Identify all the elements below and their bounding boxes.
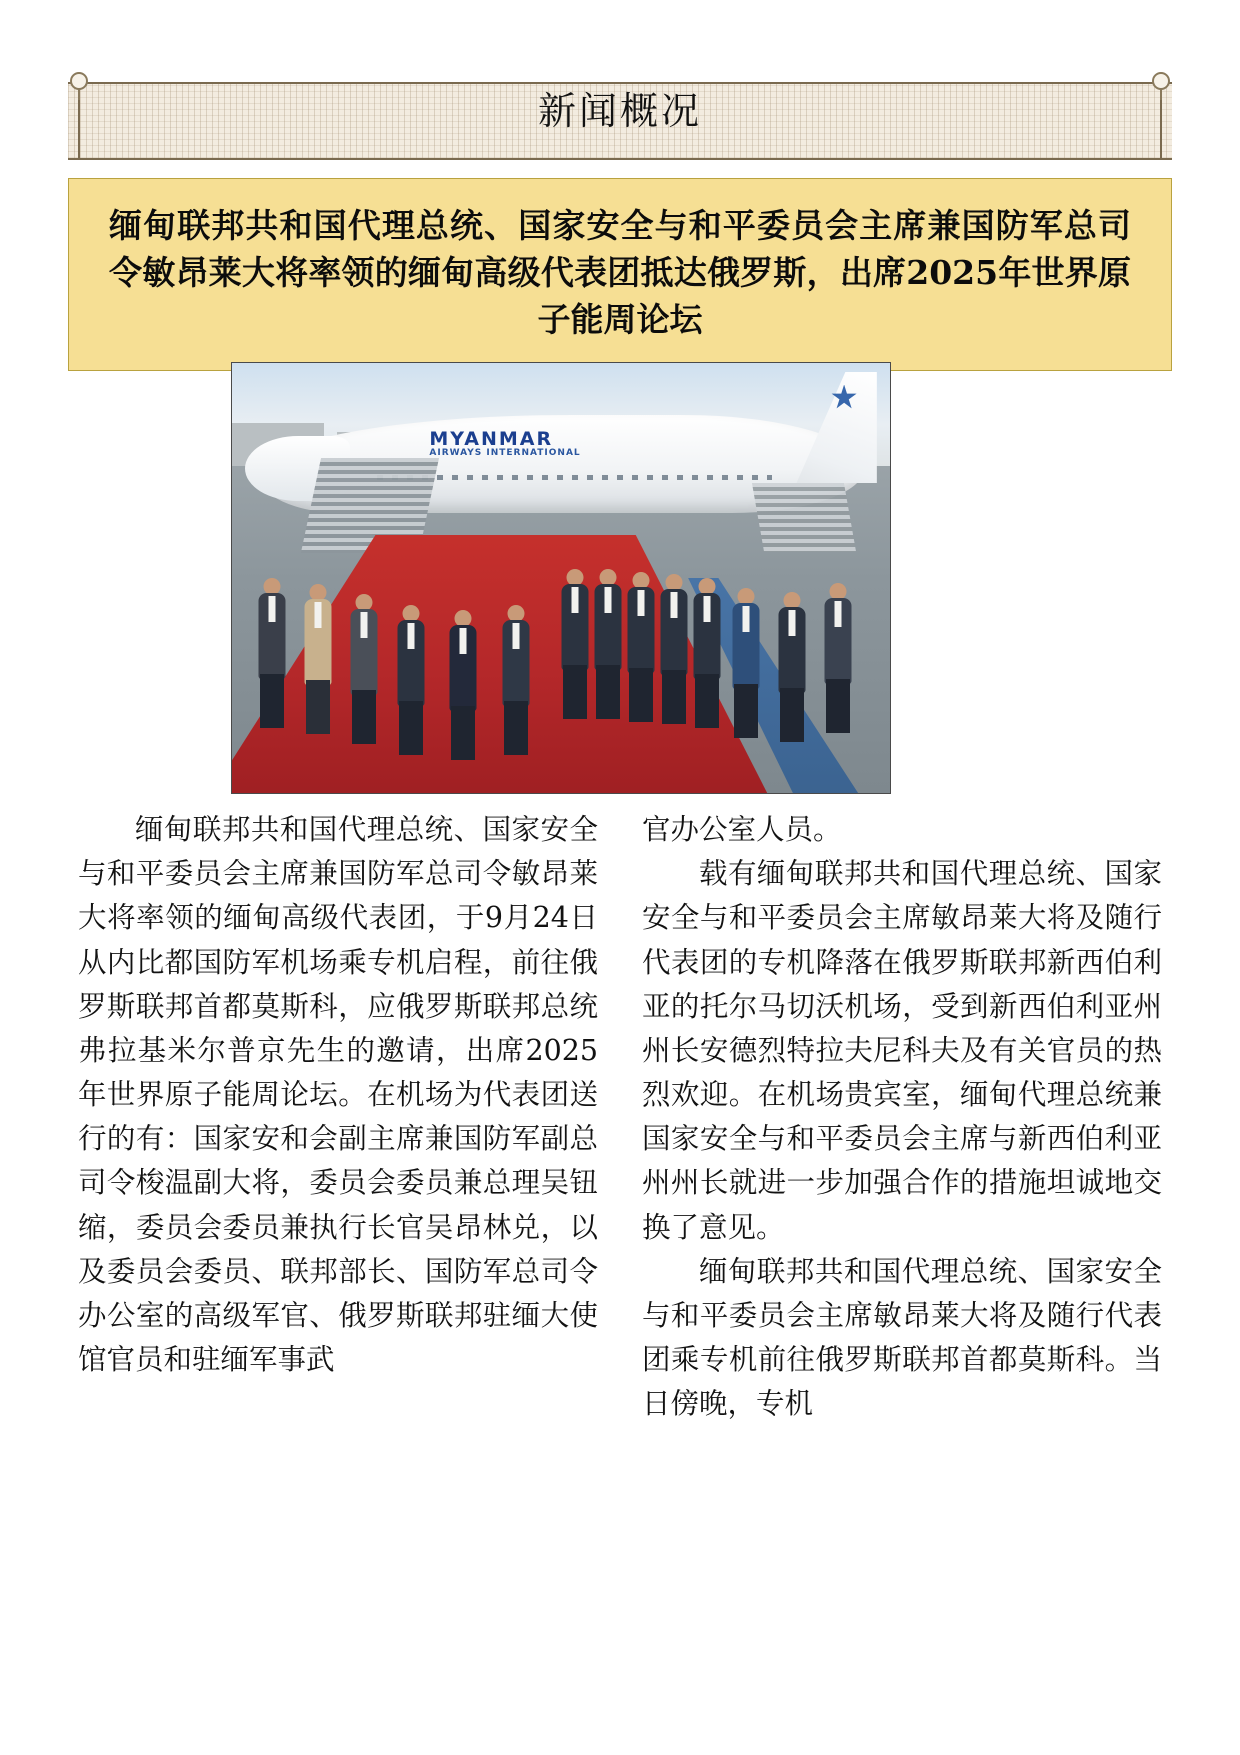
photo-person-greeter [824, 583, 852, 707]
photo-person [397, 605, 425, 733]
banner [68, 72, 1172, 166]
photo-aircraft-windows [377, 475, 772, 480]
paragraph: 官办公室人员。 [642, 813, 842, 846]
article-column-right [642, 808, 1162, 1426]
paragraph: 缅甸联邦共和国代理总统、国家安全与和平委员会主席兼国防军总司令敏昂莱大将率领的缅甸高级代表团，于9月24日从内比都国防军机场乘专机启程，前往俄罗斯联邦首都莫斯科，应俄罗斯联邦总统弗拉基米尔普京先生的邀请，出席2025年世界原子能周论坛。在机场为代表团送行的有：国家安和会副主席兼国防军副总司令梭温副大将，委员会委员兼总理吴钮缩，委员会委员兼执行长官吴昂林兑，以及委员会委员、联邦部长、国防军总司令办公室的高级军官、俄罗斯联邦驻缅大使馆官员和驻缅军事武 [78, 813, 598, 1377]
photo-person [258, 578, 286, 698]
headline-box [68, 178, 1172, 371]
paragraph: 缅甸联邦共和国代理总统、国家安全与和平委员会主席敏昂莱大将及随行代表团乘专机前往俄罗斯联邦首都莫斯科。当日傍晚，专机 [642, 1254, 1162, 1421]
photo-person-greeter [561, 569, 589, 681]
photo-illustration [232, 363, 890, 793]
banner-title: 新闻概况 [537, 89, 702, 133]
photo-person-greeter [660, 574, 688, 690]
paragraph: 载有缅甸联邦共和国代理总统、国家安全与和平委员会主席敏昂莱大将及随行代表团的专机降落在俄罗斯联邦新西伯利亚的托尔马切沃机场，受到新西伯利亚州州长安德烈特拉夫尼科夫及有关官员的热烈欢迎。在机场贵宾室，缅甸代理总统兼国家安全与和平委员会主席与新西伯利亚州州长就进一步加强合作的措施坦诚地交换了意见。 [642, 857, 1162, 1244]
photo-person-greeter [778, 592, 806, 724]
photo-person-greeter [594, 569, 622, 681]
article-column-left [78, 808, 598, 1426]
photo-person-greeter [627, 572, 655, 686]
photo-person-greeter [732, 588, 760, 716]
airline-name: MYANMAR [429, 427, 554, 450]
photo-airline-livery-text [429, 428, 580, 458]
photo-person-greeter [693, 578, 721, 698]
photo-person [304, 584, 332, 716]
airline-subtitle: AIRWAYS INTERNATIONAL [429, 447, 581, 458]
article-body [78, 808, 1162, 1426]
photo-person-leader [449, 610, 477, 750]
photo-boarding-stairs-secondary [752, 483, 856, 552]
photo-person [350, 594, 378, 724]
photo-person [502, 605, 530, 741]
news-photo [231, 362, 891, 794]
headline-text: 缅甸联邦共和国代理总统、国家安全与和平委员会主席兼国防军总司令敏昂莱大将率领的缅甸高级代表团抵达俄罗斯，出席2025年世界原子能周论坛 [109, 206, 1131, 339]
